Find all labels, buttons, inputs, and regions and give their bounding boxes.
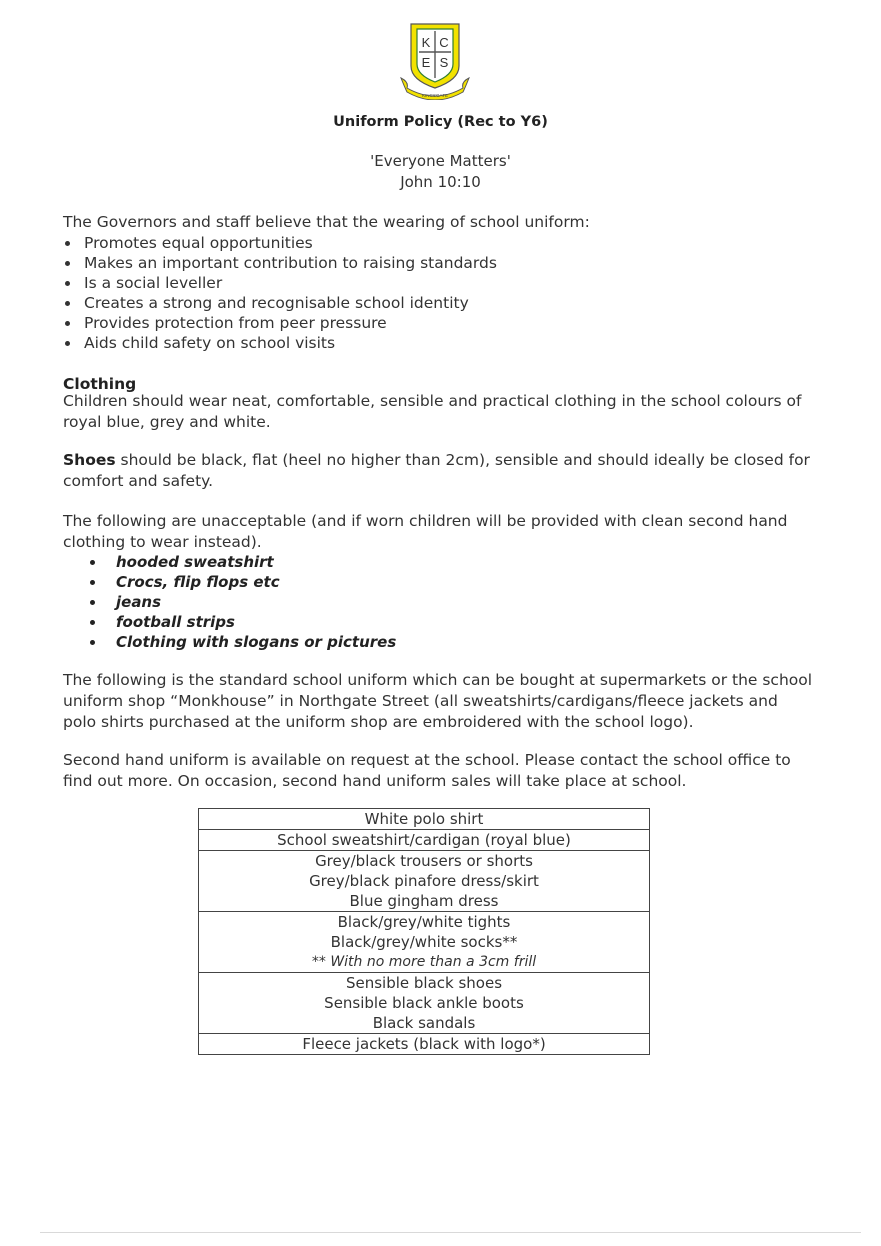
page-edge-divider <box>40 1232 861 1233</box>
unacceptable-paragraph: The following are unacceptable (and if worn children will be provided with clean second hand clothing to wear instead). <box>63 512 788 551</box>
list-item: Provides protection from peer pressure <box>63 313 497 333</box>
bullet-icon <box>90 620 95 625</box>
table-row <box>199 809 650 830</box>
table-cell: Black/grey/white tights Black/grey/white socks** ** With no more than a 3cm frill <box>199 912 650 973</box>
unacceptable-list <box>88 552 396 652</box>
bullet-icon <box>90 640 95 645</box>
page-title: Uniform Policy (Rec to Y6) <box>333 114 548 130</box>
crest-letter-e: E <box>421 55 431 70</box>
list-item: football strips <box>88 612 396 632</box>
list-item: Creates a strong and recognisable school identity <box>63 293 497 313</box>
crest-letter-k: K <box>421 35 431 50</box>
list-item: jeans <box>88 592 396 612</box>
list-item: Clothing with slogans or pictures <box>88 632 396 652</box>
table-cell: Grey/black trousers or shorts Grey/black pinafore dress/skirt Blue gingham dress <box>199 851 650 912</box>
table-row <box>199 912 650 973</box>
shoes-paragraph <box>63 450 813 492</box>
list-item: Makes an important contribution to raising standards <box>63 253 497 273</box>
table-cell: Sensible black shoes Sensible black ankle boots Black sandals <box>199 973 650 1034</box>
table-cell: School sweatshirt/cardigan (royal blue) <box>199 830 650 851</box>
bullet-icon <box>65 241 70 246</box>
frill-note: ** With no more than a 3cm frill <box>311 954 537 970</box>
bullet-icon <box>90 600 95 605</box>
shoes-text: should be black, flat (heel no higher than 2cm), sensible and should ideally be closed for comfort and safety. <box>63 451 810 490</box>
table-row <box>199 973 650 1034</box>
table-cell: Fleece jackets (black with logo*) <box>199 1034 650 1055</box>
table-row <box>199 851 650 912</box>
clothing-paragraph: Children should wear neat, comfortable, sensible and practical clothing in the school colours of royal blue, grey and white. <box>63 392 802 431</box>
bullet-icon <box>65 321 70 326</box>
second-hand-paragraph: Second hand uniform is available on request at the school. Please contact the school office to find out more. On occasion, second hand uniform sales will take place at school. <box>63 751 791 790</box>
crest-letter-c: C <box>439 35 449 50</box>
clothing-heading: Clothing <box>63 375 137 393</box>
school-crest-logo <box>399 22 471 100</box>
intro-paragraph: The Governors and staff believe that the wearing of school uniform: <box>63 213 590 231</box>
list-item: Is a social leveller <box>63 273 497 293</box>
bullet-icon <box>65 261 70 266</box>
bullet-icon <box>65 281 70 286</box>
list-item: hooded sweatshirt <box>88 552 396 572</box>
crest-ribbon-text: KINGSGATE <box>422 93 448 98</box>
bullet-icon <box>90 560 95 565</box>
table-cell: White polo shirt <box>199 809 650 830</box>
shoes-lead: Shoes <box>63 451 116 469</box>
list-item: Crocs, flip flops etc <box>88 572 396 592</box>
bible-verse: John 10:10 <box>400 173 481 191</box>
bullet-icon <box>90 580 95 585</box>
standard-uniform-paragraph: The following is the standard school uniform which can be bought at supermarkets or the school uniform shop “Monkhouse” in Northgate Street (all sweatshirts/cardigans/fleece jackets and polo shirts purchased at the uniform shop are embroidered with the school logo). <box>63 671 813 731</box>
uniform-table <box>198 808 650 1055</box>
table-row <box>199 830 650 851</box>
table-row <box>199 1034 650 1055</box>
benefits-list <box>63 233 497 353</box>
list-item: Promotes equal opportunities <box>63 233 497 253</box>
crest-letter-s: S <box>439 55 449 70</box>
list-item: Aids child safety on school visits <box>63 333 497 353</box>
bullet-icon <box>65 341 70 346</box>
school-motto: 'Everyone Matters' <box>370 152 511 170</box>
bullet-icon <box>65 301 70 306</box>
